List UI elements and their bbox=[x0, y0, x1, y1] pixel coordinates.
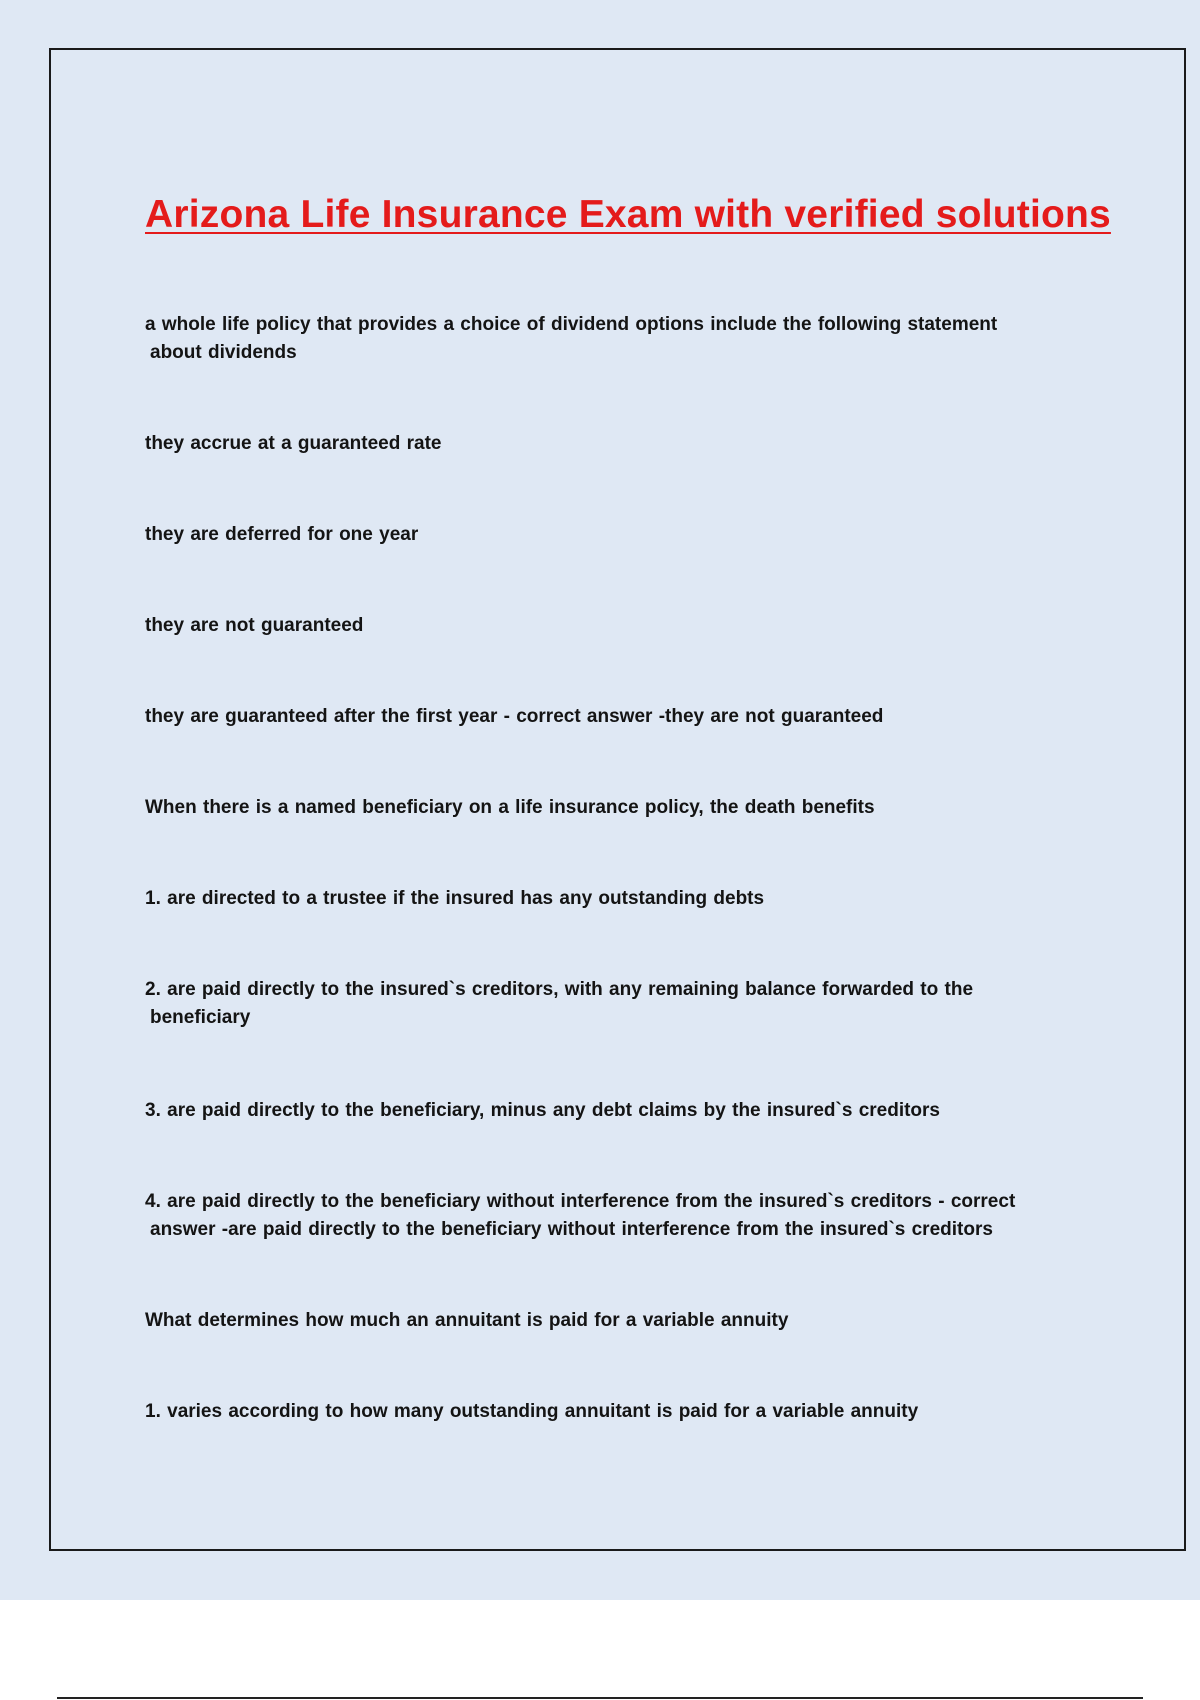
paragraph-line: they are not guaranteed bbox=[145, 615, 364, 636]
answer-option bbox=[145, 521, 1065, 549]
answer-option-with-solution bbox=[145, 703, 1065, 731]
answer-option bbox=[145, 1398, 1065, 1426]
answer-option bbox=[145, 1097, 1065, 1125]
paragraph-line: When there is a named beneficiary on a life insurance policy, the death benefits bbox=[145, 797, 875, 818]
answer-option bbox=[145, 430, 1065, 458]
question-paragraph bbox=[145, 794, 1065, 822]
paragraph-line: they accrue at a guaranteed rate bbox=[145, 433, 442, 454]
paragraph-line: they are deferred for one year bbox=[145, 524, 419, 545]
answer-option bbox=[145, 885, 1065, 913]
question-paragraph bbox=[145, 311, 1065, 367]
paragraph-line: 2. are paid directly to the insured`s creditors, with any remaining balance forwarded to the bbox=[145, 979, 974, 1000]
paragraph-line: 1. varies according to how many outstanding annuitant is paid for a variable annuity bbox=[145, 1401, 919, 1422]
footer-divider bbox=[57, 1697, 1143, 1699]
paragraph-line: 4. are paid directly to the beneficiary without interference from the insured`s creditors - correct bbox=[145, 1191, 1016, 1212]
answer-option-with-solution bbox=[145, 1188, 1065, 1244]
paragraph-line: they are guaranteed after the first year - correct answer -they are not guaranteed bbox=[145, 706, 884, 727]
document-title: Arizona Life Insurance Exam with verified solutions bbox=[145, 193, 1111, 236]
question-paragraph bbox=[145, 1307, 1065, 1335]
answer-option bbox=[145, 612, 1065, 640]
paragraph-line: a whole life policy that provides a choice of dividend options include the following statement bbox=[145, 314, 998, 335]
paragraph-continuation: answer -are paid directly to the beneficiary without interference from the insured`s creditors bbox=[150, 1219, 993, 1240]
paragraph-line: What determines how much an annuitant is paid for a variable annuity bbox=[145, 1310, 789, 1331]
paragraph-continuation: beneficiary bbox=[150, 1007, 251, 1028]
paragraph-line: 1. are directed to a trustee if the insured has any outstanding debts bbox=[145, 888, 765, 909]
answer-option bbox=[145, 976, 1065, 1032]
paragraph-continuation: about dividends bbox=[150, 342, 297, 363]
paragraph-line: 3. are paid directly to the beneficiary, minus any debt claims by the insured`s creditors bbox=[145, 1100, 940, 1121]
